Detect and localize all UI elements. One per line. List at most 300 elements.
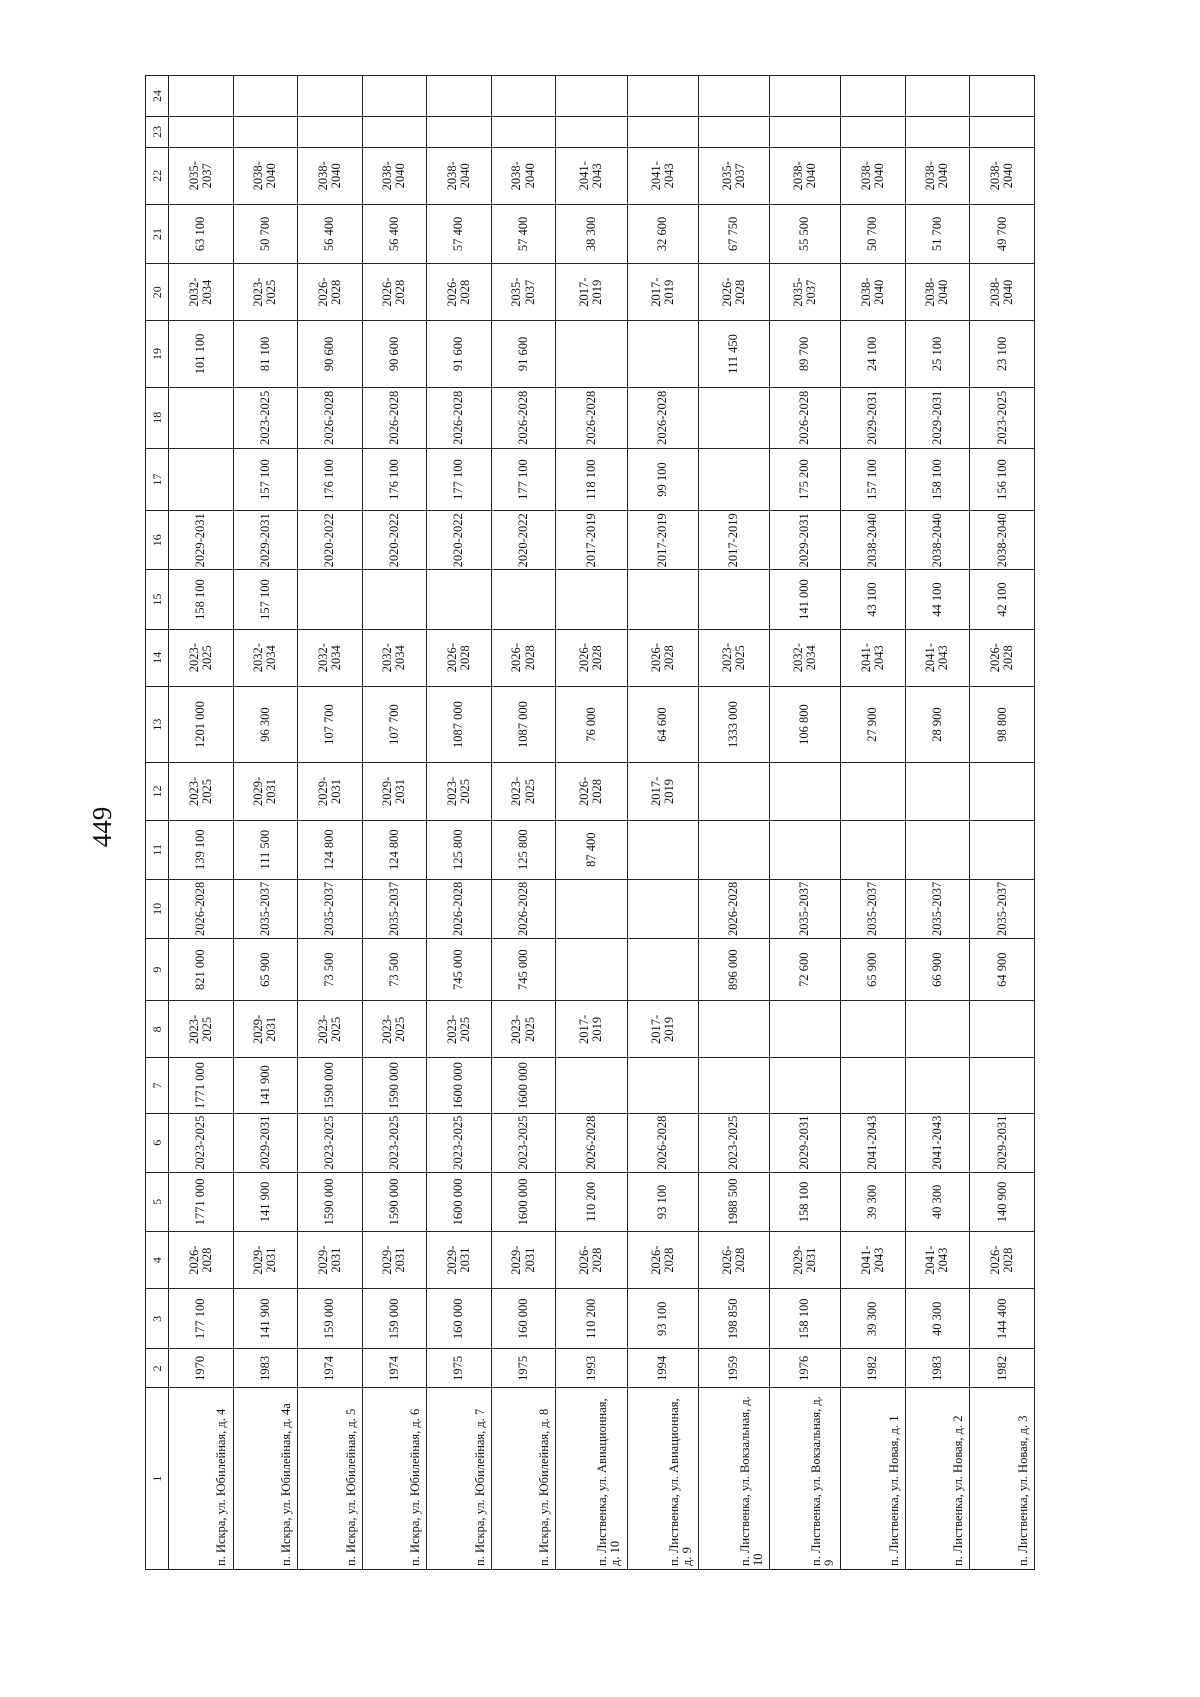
address-cell: п. Лиственка, ул. Новая, д. 3 xyxy=(970,1388,1035,1570)
table-cell xyxy=(627,879,698,938)
table-cell: 2017-2019 xyxy=(556,511,627,570)
table-row xyxy=(298,76,363,1570)
table-cell xyxy=(905,820,970,879)
table-cell: 198 850 xyxy=(698,1289,769,1349)
table-cell: 91 600 xyxy=(427,321,492,387)
table-row xyxy=(556,76,627,1570)
table-cell: 2026-2028 xyxy=(627,387,698,448)
table-cell: 2026-2028 xyxy=(427,264,492,321)
table-cell: 2035-2037 xyxy=(233,879,298,938)
table-cell: 158 100 xyxy=(169,570,234,629)
table-cell xyxy=(841,763,906,820)
table-cell: 2026-2028 xyxy=(298,387,363,448)
table-cell: 90 600 xyxy=(298,321,363,387)
table-cell: 176 100 xyxy=(298,448,363,510)
column-header: 16 xyxy=(146,511,169,570)
table-cell xyxy=(698,1001,769,1058)
table-cell: 76 000 xyxy=(556,686,627,763)
table-cell: 2035-2037 xyxy=(841,879,906,938)
table-cell: 2038-2040 xyxy=(905,511,970,570)
table-cell: 2041-2043 xyxy=(905,629,970,686)
table-cell: 2023-2025 xyxy=(427,1001,492,1058)
table-cell xyxy=(298,117,363,148)
table-cell: 56 400 xyxy=(362,204,427,263)
table-row xyxy=(362,76,427,1570)
table-cell: 2023-2025 xyxy=(491,763,556,820)
table-cell: 139 100 xyxy=(169,820,234,879)
table-cell: 111 450 xyxy=(698,321,769,387)
table-cell: 2023-2025 xyxy=(298,1001,363,1058)
table-cell xyxy=(627,820,698,879)
table-cell: 1975 xyxy=(491,1349,556,1388)
column-header: 12 xyxy=(146,763,169,820)
table-cell: 2038-2040 xyxy=(841,147,906,204)
table-cell: 64 900 xyxy=(970,938,1035,1000)
table-cell xyxy=(698,387,769,448)
table-cell: 2035-2037 xyxy=(362,879,427,938)
table-cell xyxy=(769,1058,840,1113)
table-cell: 2026-2028 xyxy=(698,1232,769,1289)
table-cell: 158 100 xyxy=(769,1289,840,1349)
table-cell: 39 300 xyxy=(841,1289,906,1349)
table-cell: 2038-2040 xyxy=(970,511,1035,570)
table-cell: 2017-2019 xyxy=(627,264,698,321)
table-cell: 2017-2019 xyxy=(556,264,627,321)
table-cell: 1087 000 xyxy=(427,686,492,763)
table-cell: 2017-2019 xyxy=(698,511,769,570)
table-cell xyxy=(362,76,427,117)
table-cell xyxy=(841,1058,906,1113)
table-cell: 107 700 xyxy=(298,686,363,763)
table-cell xyxy=(491,570,556,629)
table-cell: 2032-2034 xyxy=(298,629,363,686)
table-cell: 1976 xyxy=(769,1349,840,1388)
table-cell: 2026-2028 xyxy=(970,629,1035,686)
table-cell: 2026-2028 xyxy=(627,1113,698,1172)
table-cell xyxy=(627,938,698,1000)
table-cell: 2023-2025 xyxy=(169,1113,234,1172)
table-cell: 2032-2034 xyxy=(362,629,427,686)
table-cell: 2017-2019 xyxy=(627,763,698,820)
rotated-table-container xyxy=(145,75,1035,1570)
table-cell: 93 100 xyxy=(627,1289,698,1349)
table-cell xyxy=(556,1058,627,1113)
table-cell: 73 500 xyxy=(298,938,363,1000)
table-cell xyxy=(769,117,840,148)
table-cell: 2026-2028 xyxy=(362,387,427,448)
table-cell: 1982 xyxy=(841,1349,906,1388)
table-cell: 1959 xyxy=(698,1349,769,1388)
table-cell xyxy=(556,321,627,387)
table-cell: 158 100 xyxy=(769,1172,840,1231)
table-row xyxy=(698,76,769,1570)
table-row xyxy=(491,76,556,1570)
table-cell xyxy=(298,570,363,629)
table-cell: 72 600 xyxy=(769,938,840,1000)
table-cell: 1590 000 xyxy=(298,1172,363,1231)
column-header: 3 xyxy=(146,1289,169,1349)
table-cell: 2029-2031 xyxy=(233,763,298,820)
table-cell xyxy=(627,117,698,148)
table-cell: 2032-2034 xyxy=(233,629,298,686)
column-header: 5 xyxy=(146,1172,169,1231)
table-cell: 125 800 xyxy=(491,820,556,879)
table-cell: 159 000 xyxy=(298,1289,363,1349)
table-cell xyxy=(698,448,769,510)
table-cell: 821 000 xyxy=(169,938,234,1000)
table-cell xyxy=(698,763,769,820)
column-header: 21 xyxy=(146,204,169,263)
table-cell: 177 100 xyxy=(491,448,556,510)
table-cell: 28 900 xyxy=(905,686,970,763)
table-cell: 42 100 xyxy=(970,570,1035,629)
table-cell: 2023-2025 xyxy=(970,387,1035,448)
column-header: 24 xyxy=(146,76,169,117)
table-cell: 2023-2025 xyxy=(233,264,298,321)
table-cell: 2023-2025 xyxy=(169,629,234,686)
table-cell: 107 700 xyxy=(362,686,427,763)
table-cell: 2026-2028 xyxy=(556,763,627,820)
table-cell: 2023-2025 xyxy=(491,1113,556,1172)
column-header: 18 xyxy=(146,387,169,448)
table-cell xyxy=(556,117,627,148)
table-cell: 2020-2022 xyxy=(491,511,556,570)
table-cell: 157 100 xyxy=(233,448,298,510)
table-cell: 96 300 xyxy=(233,686,298,763)
table-cell: 2038-2040 xyxy=(769,147,840,204)
table-cell xyxy=(233,76,298,117)
table-cell: 2029-2031 xyxy=(769,511,840,570)
column-header: 10 xyxy=(146,879,169,938)
table-cell xyxy=(362,117,427,148)
table-cell: 2029-2031 xyxy=(233,1113,298,1172)
table-cell: 1590 000 xyxy=(362,1058,427,1113)
table-cell xyxy=(627,570,698,629)
table-cell: 118 100 xyxy=(556,448,627,510)
table-cell xyxy=(169,448,234,510)
table-cell xyxy=(698,570,769,629)
table-cell xyxy=(233,117,298,148)
table-cell xyxy=(970,76,1035,117)
table-cell: 141 900 xyxy=(233,1058,298,1113)
table-cell: 63 100 xyxy=(169,204,234,263)
table-cell: 2029-2031 xyxy=(233,1232,298,1289)
table-cell xyxy=(427,76,492,117)
table-cell: 2020-2022 xyxy=(298,511,363,570)
table-cell: 1771 000 xyxy=(169,1172,234,1231)
table-cell: 144 400 xyxy=(970,1289,1035,1349)
table-cell: 50 700 xyxy=(233,204,298,263)
table-cell: 87 400 xyxy=(556,820,627,879)
table-cell xyxy=(698,820,769,879)
table-cell xyxy=(905,117,970,148)
table-cell: 111 500 xyxy=(233,820,298,879)
table-cell: 124 800 xyxy=(362,820,427,879)
table-cell xyxy=(491,76,556,117)
table-cell: 106 800 xyxy=(769,686,840,763)
table-cell: 1983 xyxy=(233,1349,298,1388)
table-cell xyxy=(905,76,970,117)
table-cell: 1590 000 xyxy=(298,1058,363,1113)
table-cell: 2038-2040 xyxy=(362,147,427,204)
table-cell: 160 000 xyxy=(491,1289,556,1349)
table-cell: 73 500 xyxy=(362,938,427,1000)
table-cell: 2026-2028 xyxy=(627,629,698,686)
table-cell: 157 100 xyxy=(233,570,298,629)
table-cell: 2032-2034 xyxy=(769,629,840,686)
table-cell: 2029-2031 xyxy=(841,387,906,448)
table-row xyxy=(970,76,1035,1570)
table-cell: 125 800 xyxy=(427,820,492,879)
column-header: 8 xyxy=(146,1001,169,1058)
table-cell: 2038-2040 xyxy=(905,264,970,321)
table-cell: 81 100 xyxy=(233,321,298,387)
table-cell: 2026-2028 xyxy=(627,1232,698,1289)
column-header: 22 xyxy=(146,147,169,204)
table-cell: 25 100 xyxy=(905,321,970,387)
table-cell: 23 100 xyxy=(970,321,1035,387)
table-cell: 1982 xyxy=(970,1349,1035,1388)
table-cell: 40 300 xyxy=(905,1172,970,1231)
table-cell xyxy=(841,820,906,879)
table-cell: 2026-2028 xyxy=(556,1113,627,1172)
table-cell: 2026-2028 xyxy=(491,879,556,938)
table-cell: 1087 000 xyxy=(491,686,556,763)
table-cell: 2035-2037 xyxy=(698,147,769,204)
table-cell: 32 600 xyxy=(627,204,698,263)
table-cell: 176 100 xyxy=(362,448,427,510)
table-cell: 1333 000 xyxy=(698,686,769,763)
table-cell: 91 600 xyxy=(491,321,556,387)
column-header: 20 xyxy=(146,264,169,321)
table-cell: 39 300 xyxy=(841,1172,906,1231)
table-cell xyxy=(698,117,769,148)
table-cell xyxy=(769,1001,840,1058)
column-header: 14 xyxy=(146,629,169,686)
table-cell xyxy=(627,76,698,117)
table-cell: 1993 xyxy=(556,1349,627,1388)
table-cell: 89 700 xyxy=(769,321,840,387)
address-cell: п. Искра, ул. Юбилейная, д. 4 xyxy=(169,1388,234,1570)
table-cell: 2029-2031 xyxy=(233,1001,298,1058)
table-cell: 1771 000 xyxy=(169,1058,234,1113)
table-cell: 2023-2025 xyxy=(169,763,234,820)
table-cell: 101 100 xyxy=(169,321,234,387)
table-cell: 1994 xyxy=(627,1349,698,1388)
table-cell: 2023-2025 xyxy=(698,1113,769,1172)
table-cell: 2029-2031 xyxy=(491,1232,556,1289)
table-cell: 51 700 xyxy=(905,204,970,263)
column-header: 17 xyxy=(146,448,169,510)
address-cell: п. Искра, ул. Юбилейная, д. 5 xyxy=(298,1388,363,1570)
table-cell xyxy=(298,76,363,117)
page-number: 449 xyxy=(87,806,117,848)
table-cell: 90 600 xyxy=(362,321,427,387)
table-cell: 2023-2025 xyxy=(298,1113,363,1172)
table-cell: 1983 xyxy=(905,1349,970,1388)
table-cell: 2038-2040 xyxy=(491,147,556,204)
table-cell: 2041-2043 xyxy=(556,147,627,204)
table-cell: 2029-2031 xyxy=(769,1232,840,1289)
table-row xyxy=(169,76,234,1570)
table-cell: 2038-2040 xyxy=(298,147,363,204)
table-cell: 2035-2037 xyxy=(769,264,840,321)
table-cell: 1974 xyxy=(362,1349,427,1388)
table-cell: 2029-2031 xyxy=(970,1113,1035,1172)
table-cell: 2017-2019 xyxy=(627,1001,698,1058)
table-cell: 2026-2028 xyxy=(769,387,840,448)
table-cell: 2023-2025 xyxy=(362,1113,427,1172)
table-row xyxy=(905,76,970,1570)
table-cell xyxy=(627,321,698,387)
table-cell: 2029-2031 xyxy=(362,1232,427,1289)
table-row xyxy=(233,76,298,1570)
table-cell: 141 000 xyxy=(769,570,840,629)
table-cell: 2038-2040 xyxy=(841,264,906,321)
table-cell: 896 000 xyxy=(698,938,769,1000)
table-cell: 2026-2028 xyxy=(556,387,627,448)
table-row xyxy=(769,76,840,1570)
table-cell: 2026-2028 xyxy=(698,879,769,938)
table-cell: 160 000 xyxy=(427,1289,492,1349)
table-cell xyxy=(905,763,970,820)
column-header: 11 xyxy=(146,820,169,879)
table-cell: 2029-2031 xyxy=(298,763,363,820)
table-cell xyxy=(556,570,627,629)
table-cell: 98 800 xyxy=(970,686,1035,763)
table-cell: 2035-2037 xyxy=(491,264,556,321)
table-cell: 1600 000 xyxy=(491,1172,556,1231)
table-cell: 2029-2031 xyxy=(233,511,298,570)
table-cell: 65 900 xyxy=(233,938,298,1000)
table-cell: 50 700 xyxy=(841,204,906,263)
table-cell: 177 100 xyxy=(169,1289,234,1349)
table-cell: 2026-2028 xyxy=(556,629,627,686)
table-cell xyxy=(841,1001,906,1058)
table-cell: 2029-2031 xyxy=(769,1113,840,1172)
table-row xyxy=(427,76,492,1570)
table-cell: 27 900 xyxy=(841,686,906,763)
table-cell: 2041-2043 xyxy=(841,629,906,686)
table-cell: 2041-2043 xyxy=(905,1113,970,1172)
table-cell xyxy=(491,117,556,148)
table-cell xyxy=(427,117,492,148)
table-cell: 2023-2025 xyxy=(362,1001,427,1058)
table-cell: 2017-2019 xyxy=(627,511,698,570)
table-cell: 67 750 xyxy=(698,204,769,263)
table-cell: 1600 000 xyxy=(491,1058,556,1113)
table-cell: 141 900 xyxy=(233,1289,298,1349)
table-cell xyxy=(362,570,427,629)
table-row xyxy=(627,76,698,1570)
table-cell: 2038-2040 xyxy=(233,147,298,204)
table-cell: 1988 500 xyxy=(698,1172,769,1231)
table-cell: 2023-2025 xyxy=(233,387,298,448)
table-cell xyxy=(427,570,492,629)
column-header: 4 xyxy=(146,1232,169,1289)
table-cell: 159 000 xyxy=(362,1289,427,1349)
table-cell: 2035-2037 xyxy=(769,879,840,938)
table-cell xyxy=(698,76,769,117)
table-cell: 2026-2028 xyxy=(427,387,492,448)
column-header: 1 xyxy=(146,1388,169,1570)
table-cell: 2026-2028 xyxy=(169,1232,234,1289)
table-cell: 2023-2025 xyxy=(491,1001,556,1058)
table-cell: 2029-2031 xyxy=(427,1232,492,1289)
table-cell: 2038-2040 xyxy=(970,147,1035,204)
column-number-row xyxy=(146,76,169,1570)
table-cell: 2026-2028 xyxy=(427,879,492,938)
table-cell: 156 100 xyxy=(970,448,1035,510)
table-cell: 177 100 xyxy=(427,448,492,510)
table-cell: 65 900 xyxy=(841,938,906,1000)
table-cell: 2020-2022 xyxy=(427,511,492,570)
column-header: 13 xyxy=(146,686,169,763)
table-cell xyxy=(556,76,627,117)
table-cell xyxy=(556,938,627,1000)
table-cell: 1975 xyxy=(427,1349,492,1388)
table-cell: 2029-2031 xyxy=(169,511,234,570)
address-cell: п. Искра, ул. Юбилейная, д. 7 xyxy=(427,1388,492,1570)
table-cell: 2041-2043 xyxy=(627,147,698,204)
table-cell xyxy=(970,1001,1035,1058)
address-cell: п. Лиственка, ул. Новая, д. 1 xyxy=(841,1388,906,1570)
table-cell: 141 900 xyxy=(233,1172,298,1231)
table-cell: 1974 xyxy=(298,1349,363,1388)
table-cell: 2032-2034 xyxy=(169,264,234,321)
table-cell: 2026-2028 xyxy=(970,1232,1035,1289)
table-cell: 1600 000 xyxy=(427,1172,492,1231)
table-cell xyxy=(905,1001,970,1058)
table-cell: 49 700 xyxy=(970,204,1035,263)
table-cell xyxy=(556,879,627,938)
table-cell: 2029-2031 xyxy=(905,387,970,448)
table-cell: 2020-2022 xyxy=(362,511,427,570)
table-cell xyxy=(841,76,906,117)
table-cell: 2026-2028 xyxy=(362,264,427,321)
table-cell: 110 200 xyxy=(556,1289,627,1349)
repair-schedule-table xyxy=(145,75,1035,1570)
table-cell xyxy=(970,1058,1035,1113)
address-cell: п. Искра, ул. Юбилейная, д. 4а xyxy=(233,1388,298,1570)
table-cell: 55 500 xyxy=(769,204,840,263)
table-cell xyxy=(169,76,234,117)
table-cell: 175 200 xyxy=(769,448,840,510)
table-cell: 2026-2028 xyxy=(491,387,556,448)
table-cell xyxy=(169,387,234,448)
table-cell: 2026-2028 xyxy=(169,879,234,938)
table-cell: 2023-2025 xyxy=(169,1001,234,1058)
table-cell xyxy=(970,763,1035,820)
table-cell: 2023-2025 xyxy=(427,1113,492,1172)
address-cell: п. Лиственка, ул. Авиационная, д. 9 xyxy=(627,1388,698,1570)
table-cell: 140 900 xyxy=(970,1172,1035,1231)
column-header: 6 xyxy=(146,1113,169,1172)
table-cell: 40 300 xyxy=(905,1289,970,1349)
table-cell: 2017-2019 xyxy=(556,1001,627,1058)
table-cell: 1201 000 xyxy=(169,686,234,763)
table-cell: 110 200 xyxy=(556,1172,627,1231)
table-cell: 2035-2037 xyxy=(298,879,363,938)
table-cell: 2026-2028 xyxy=(556,1232,627,1289)
column-header: 9 xyxy=(146,938,169,1000)
table-cell: 1970 xyxy=(169,1349,234,1388)
table-cell: 2035-2037 xyxy=(169,147,234,204)
table-cell: 157 100 xyxy=(841,448,906,510)
table-cell xyxy=(970,117,1035,148)
table-cell: 2029-2031 xyxy=(362,763,427,820)
table-cell: 43 100 xyxy=(841,570,906,629)
